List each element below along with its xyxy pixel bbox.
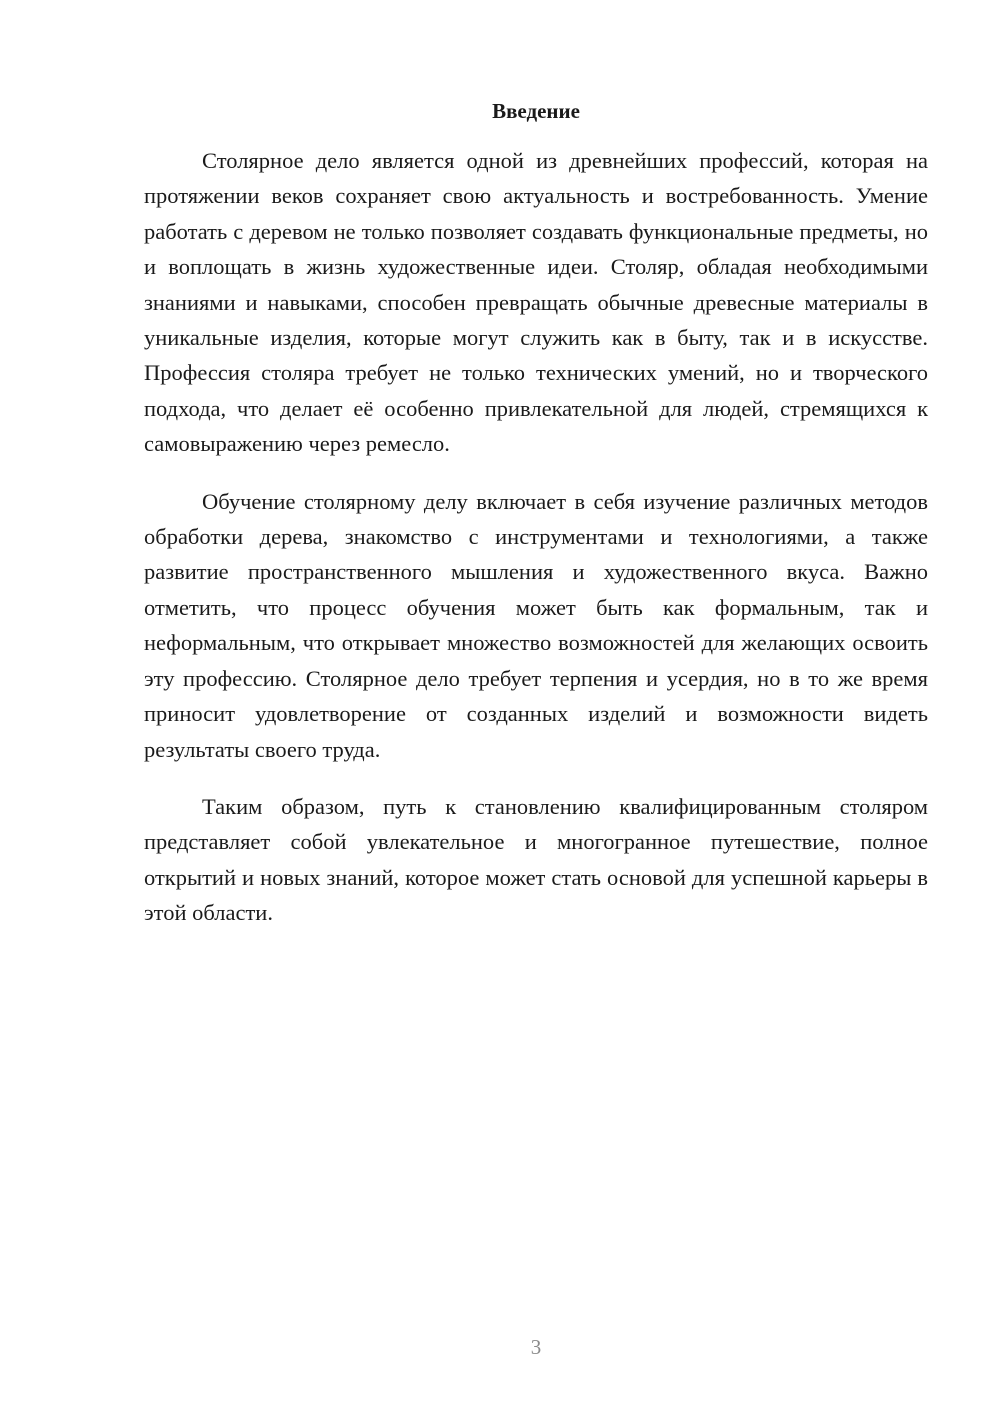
paragraph-2: Обучение столярному делу включает в себя изучение различных методов обработки дерева, знакомство с инструментами и технологиями, а также развитие пространственного мышления и художественного вкуса. Важно отметить, что процесс обучения может быть как формальным, так и неформальным, что открывает множество возможностей для желающих освоить эту профессию. Столярное дело требует терпения и усердия, но в то же время приносит удовлетворение от созданных изделий и возможности видеть результаты своего труда.: [144, 488, 928, 762]
paragraph-3: Таким образом, путь к становлению квалифицированным столяром представляет собой увлекательное и многогранное путешествие, полное открытий и новых знаний, которое может стать основой для успешной карьеры в этой области.: [144, 793, 928, 926]
body-text: [144, 143, 928, 953]
paragraph-1: Столярное дело является одной из древнейших профессий, которая на протяжении веков сохраняет свою актуальность и востребованность. Умение работать с деревом не только позволяет создавать функциональные предметы, но и воплощать в жизнь художественные идеи. Столяр, обладая необходимыми знаниями и навыками, способен превращать обычные древесные материалы в уникальные изделия, которые могут служить как в быту, так и в искусстве. Профессия столяра требует не только технических умений, но и творческого подхода, что делает её особенно привлекательной для людей, стремящихся к самовыражению через ремесло.: [144, 148, 928, 457]
section-heading: Введение: [492, 99, 580, 123]
page-number: 3: [530, 1335, 542, 1359]
